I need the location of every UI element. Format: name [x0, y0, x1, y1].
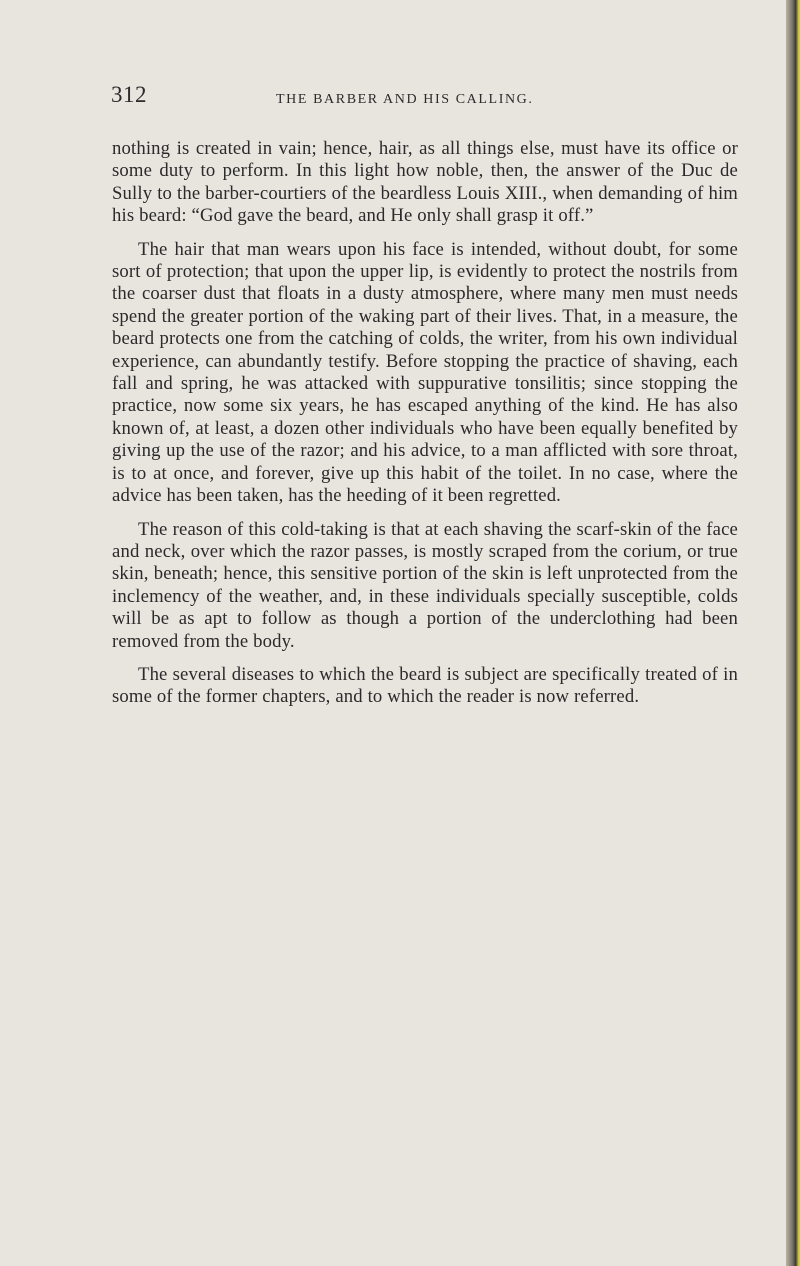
- running-head: [111, 82, 751, 122]
- paragraph-continuation: nothing is created in vain; hence, hair, as all things else, must have its office or some duty to perform. In this light how noble, then, the answer of the Duc de Sully to the barber-courtiers of the beardless Louis XIII., when demanding of him his beard: “God gave the beard, and He only shall grasp it off.”: [112, 138, 738, 227]
- paragraph-cold-taking: The reason of this cold-taking is that at each shaving the scarf-skin of the face and neck, over which the razor passes, is mostly scraped from the corium, or true skin, beneath; hence, this sensitive portion of the skin is left unprotected from the inclemency of the weather, and, in these individuals specially susceptible, colds will be as apt to follow as though a portion of the underclothing had been removed from the body.: [112, 518, 738, 652]
- paragraph-beard-diseases: The several diseases to which the beard is subject are specifically treated of in some of the former chapters, and to which the reader is now referred.: [112, 663, 738, 708]
- paragraph-hair-protection: The hair that man wears upon his face is intended, without doubt, for some sort of protection; that upon the upper lip, is evidently to protect the nostrils from the coarser dust that floats in a dusty atmosphere, where many men must needs spend the greater portion of the waking part of their lives. That, in a measure, the beard protects one from the catching of colds, the writer, from his own individual experience, can abundantly testify. Before stopping the practice of shaving, each fall and spring, he was attacked with suppurative tonsilitis; since stopping the practice, now some six years, he has escaped anything of the kind. He has also known of, at least, a dozen other individuals who have been equally benefited by giving up the use of the razor; and his advice, to a man afflicted with sore throat, is to at once, and forever, give up this habit of the toilet. In no case, where the advice has been taken, has the heeding of it been regretted.: [112, 238, 738, 507]
- body-text: [112, 138, 738, 709]
- page-edge: [786, 0, 800, 1266]
- running-title: THE BARBER AND HIS CALLING.: [276, 92, 534, 107]
- page-number: 312: [111, 82, 147, 107]
